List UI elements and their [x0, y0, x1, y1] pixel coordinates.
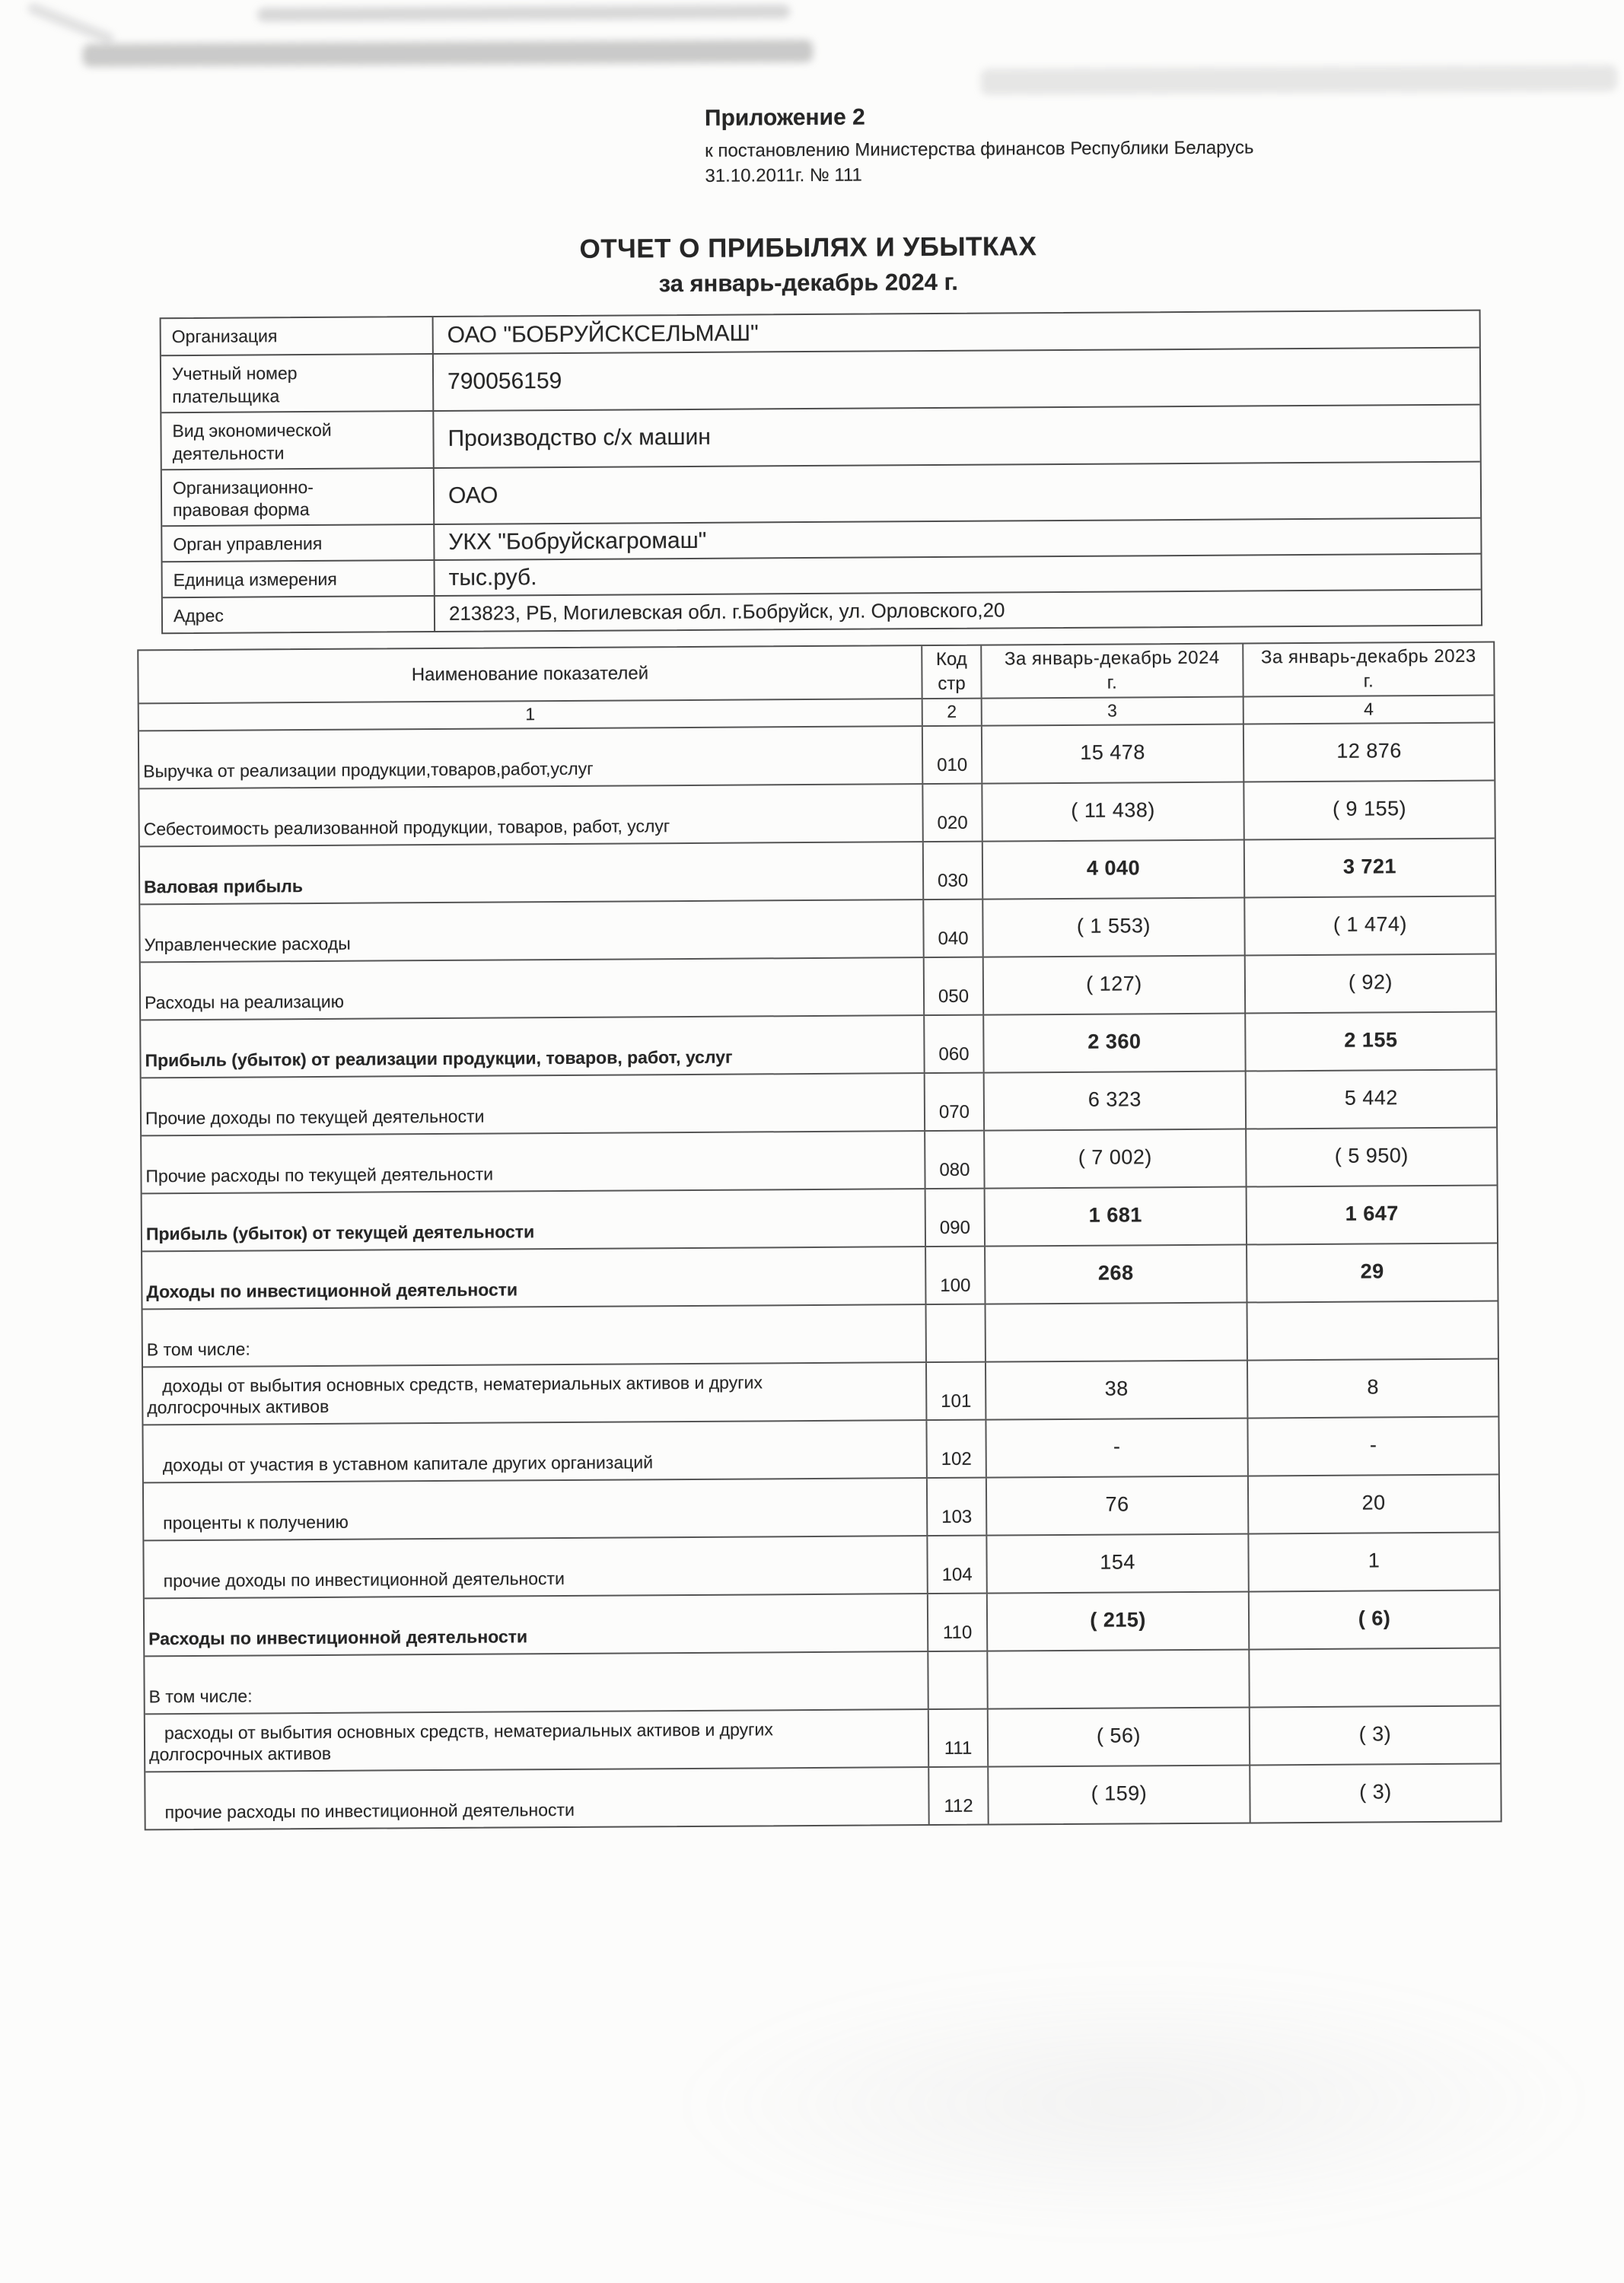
pl-row-code [925, 1305, 985, 1361]
pl-header-y2024: За январь-декабрь 2024 г. [980, 645, 1242, 698]
pl-row-y2024: ( 56) [987, 1708, 1249, 1766]
org-value: ОАО [433, 462, 1480, 524]
pl-row [145, 1590, 1499, 1656]
report-table [137, 642, 1501, 1831]
pl-row-code: 050 [923, 958, 982, 1014]
pl-row-y2024 [986, 1651, 1248, 1708]
pl-row-name: прочие расходы по инвестиционной деятельности [164, 1800, 575, 1823]
org-row [162, 460, 1480, 525]
pl-row-name: доходы от выбытия основных средств, нематериальных активов и других долгосрочных активов [147, 1371, 763, 1418]
pl-row-code: 101 [925, 1363, 985, 1419]
pl-row-y2023: ( 9 155) [1243, 782, 1494, 839]
org-info-table [160, 310, 1483, 635]
pl-row-code: 110 [927, 1594, 986, 1651]
org-label: Адрес [173, 606, 224, 626]
pl-row-name: Прочие доходы по текущей деятельности [145, 1106, 485, 1129]
pl-row [139, 780, 1494, 846]
pl-row-y2024: ( 215) [986, 1593, 1248, 1651]
pl-row [140, 838, 1495, 904]
pl-row [141, 954, 1495, 1020]
pl-row-name: Прибыль (убыток) от текущей деятельности [145, 1221, 535, 1244]
pl-row-y2024: 2 360 [982, 1014, 1244, 1072]
org-value: 213823, РБ, Могилевская обл. г.Бобруйск, ул. Орловского,20 [434, 591, 1481, 631]
org-label: Единица измерения [173, 569, 337, 591]
pl-row [145, 1648, 1499, 1714]
pl-row-y2023: ( 5 950) [1245, 1129, 1496, 1186]
pl-row-name: расходы от выбытия основных средств, нематериальных активов и других долгосрочных активов [149, 1718, 773, 1765]
pl-row-code: 104 [926, 1536, 986, 1593]
pl-row-code: 103 [926, 1479, 986, 1535]
pl-colnum-2: 2 [922, 699, 981, 725]
org-label: Вид экономической деятельности [172, 419, 332, 463]
report-title: ОТЧЕТ О ПРИБЫЛЯХ И УБЫТКАХ [579, 231, 1037, 264]
pl-row [141, 1011, 1495, 1078]
pl-row-name: В том числе: [146, 1339, 250, 1360]
pl-row-y2024: 6 323 [983, 1072, 1245, 1130]
pl-row-name: В том числе: [148, 1686, 253, 1707]
org-label: Организация [171, 326, 278, 347]
org-value: 790056159 [432, 349, 1479, 410]
appendix-number: Приложение 2 [704, 104, 865, 131]
pl-row-code [927, 1652, 986, 1708]
org-row [161, 403, 1479, 468]
pl-row-y2024: 4 040 [982, 841, 1243, 899]
pl-header-name: Наименование показателей [411, 663, 649, 686]
org-label: Орган управления [173, 533, 323, 555]
pl-row [145, 1705, 1500, 1772]
pl-row-code: 102 [925, 1421, 985, 1477]
pl-row [140, 896, 1495, 962]
pl-row-y2023: ( 3) [1249, 1764, 1500, 1822]
pl-row-y2024: ( 159) [987, 1766, 1249, 1824]
pl-colnum-4: 4 [1243, 696, 1494, 724]
pl-row-y2024: 268 [984, 1246, 1246, 1304]
pl-row-y2023 [1248, 1649, 1499, 1707]
pl-row-y2024: 1 681 [984, 1188, 1246, 1246]
pl-row-y2023: 1 647 [1246, 1186, 1497, 1244]
pl-row-name: Прочие расходы по текущей деятельности [145, 1164, 494, 1186]
pl-row-y2024: ( 7 002) [983, 1130, 1245, 1188]
pl-row-name: Себестоимость реализованной продукции, товаров, работ, услуг [143, 816, 670, 839]
pl-row-y2024: ( 127) [982, 957, 1244, 1014]
org-value: Производство с/х машин [432, 405, 1479, 466]
pl-row-y2024: ( 1 553) [982, 899, 1243, 957]
pl-row [144, 1474, 1498, 1540]
pl-row [142, 1185, 1497, 1251]
pl-row-name: Управленческие расходы [144, 933, 351, 955]
pl-row [143, 1416, 1498, 1482]
pl-row-y2024: 38 [985, 1361, 1247, 1419]
pl-row-y2024 [985, 1304, 1247, 1361]
org-label: Учетный номер плательщика [171, 363, 298, 407]
pl-row-code: 020 [922, 785, 981, 841]
pl-row-code: 080 [924, 1132, 983, 1188]
pl-row-y2024: 76 [986, 1477, 1247, 1535]
pl-row [139, 722, 1494, 788]
appendix-date-number: 31.10.2011г. № 111 [705, 164, 862, 186]
pl-row [143, 1358, 1498, 1425]
pl-colnum-3: 3 [981, 698, 1243, 725]
org-value: ОАО "БОБРУЙСКСЕЛЬМАШ" [432, 311, 1479, 353]
org-value: УКХ "Бобруйскагромаш" [433, 519, 1480, 559]
pl-row-code: 070 [924, 1074, 983, 1130]
pl-row-name: проценты к получению [163, 1511, 349, 1533]
scan-artifact-streak [27, 2, 116, 45]
report-period: за январь-декабрь 2024 г. [658, 268, 959, 298]
pl-row-name: Расходы на реализацию [144, 992, 345, 1013]
scan-artifact-streak [981, 65, 1617, 95]
pl-row-name: Выручка от реализации продукции,товаров,работ,услуг [143, 759, 594, 782]
scan-artifact-streak [257, 5, 790, 21]
pl-row-y2023: 2 155 [1244, 1013, 1495, 1071]
pl-row [142, 1069, 1496, 1135]
org-label: Организационно- правовая форма [172, 476, 314, 521]
pl-row-name: Валовая прибыль [144, 876, 304, 897]
pl-row-code: 090 [925, 1189, 984, 1246]
pl-row-y2023: 8 [1247, 1360, 1498, 1418]
pl-row-y2023: 1 [1247, 1533, 1498, 1591]
pl-row [142, 1243, 1497, 1309]
pl-row [143, 1301, 1498, 1367]
org-value: тыс.руб. [434, 555, 1481, 595]
pl-row-y2023: ( 92) [1244, 955, 1495, 1013]
pl-header-code: Код стр [921, 646, 980, 698]
pl-row-y2023: - [1247, 1418, 1498, 1476]
pl-row-code: 111 [928, 1710, 987, 1766]
pl-row-y2023 [1247, 1302, 1498, 1360]
pl-row-y2023: ( 6) [1248, 1591, 1499, 1649]
pl-header-row [139, 643, 1493, 703]
pl-row-code: 040 [922, 900, 982, 957]
appendix-note [705, 102, 1254, 186]
pl-row-y2024: 15 478 [981, 725, 1243, 783]
pl-row-y2024: 154 [986, 1535, 1247, 1593]
pl-row [142, 1127, 1496, 1193]
pl-row [145, 1762, 1500, 1829]
pl-row-code: 030 [922, 842, 982, 899]
pl-row-y2023: 20 [1247, 1476, 1498, 1533]
pl-colnum-1: 1 [525, 704, 536, 724]
pl-row-code: 112 [928, 1768, 987, 1824]
pl-header-y2023: За январь-декабрь 2023 г. [1242, 643, 1493, 696]
pl-row-name: Расходы по инвестиционной деятельности [148, 1626, 528, 1649]
scan-artifact-streak [82, 40, 813, 67]
pl-row-code: 010 [922, 727, 981, 783]
pl-row-y2023: 5 442 [1245, 1071, 1496, 1129]
pl-row-code: 100 [925, 1247, 984, 1304]
pl-row-y2023: ( 1 474) [1243, 897, 1495, 955]
pl-row-code: 060 [923, 1016, 982, 1072]
pl-row-name: доходы от участия в уставном капитале других организаций [162, 1452, 654, 1476]
pl-row-y2023: 3 721 [1243, 839, 1495, 897]
pl-row-y2024: ( 11 438) [981, 783, 1243, 841]
pl-row-y2024: - [985, 1419, 1247, 1477]
pl-row-name: Доходы по инвестиционной деятельности [146, 1279, 518, 1302]
pl-row-y2023: ( 3) [1249, 1707, 1500, 1765]
scan-artifact-smudge [677, 1974, 1591, 2230]
pl-row-name: Прибыль (убыток) от реализации продукции, товаров, работ, услуг [145, 1046, 733, 1071]
pl-row-name: прочие доходы по инвестиционной деятельности [163, 1568, 565, 1591]
pl-row-y2023: 12 876 [1243, 724, 1494, 782]
pl-row [144, 1532, 1498, 1598]
appendix-decree: к постановлению Министерства финансов Республики Беларусь [705, 137, 1254, 161]
org-row [161, 347, 1479, 412]
pl-row-y2023: 29 [1246, 1244, 1497, 1302]
